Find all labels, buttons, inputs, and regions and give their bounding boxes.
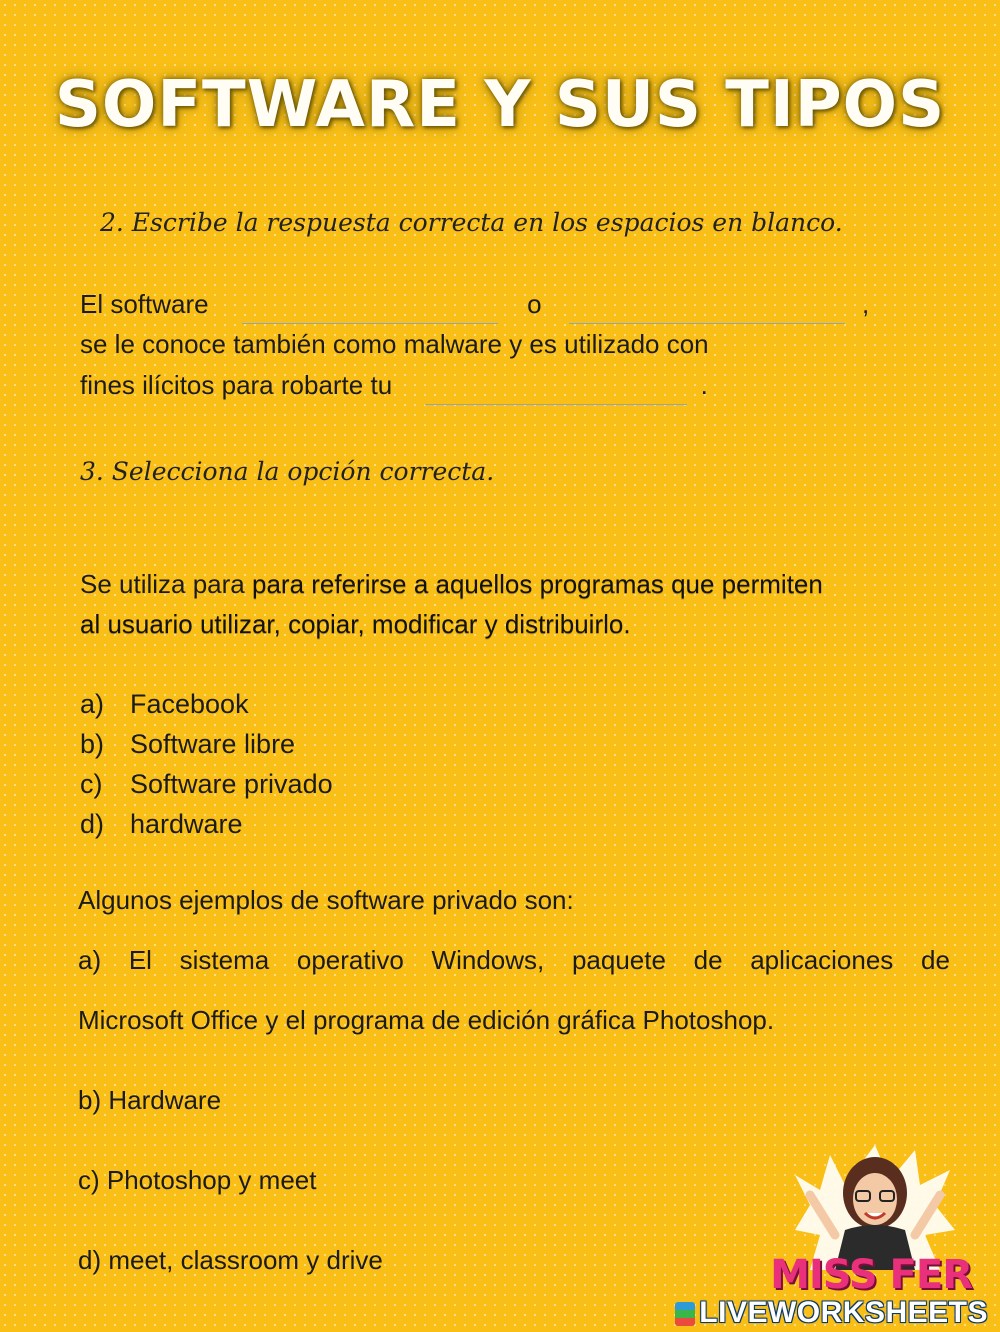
option-letter: d)	[80, 809, 105, 839]
q2-line1-start: El software	[80, 289, 209, 319]
q2-blank-1[interactable]	[242, 291, 498, 324]
q3-stem-line1	[80, 564, 823, 604]
q4-stem: Algunos ejemplos de software privado son:	[78, 885, 574, 915]
q3-stem-bold-1: para referirse a aquellos programas que permiten	[251, 569, 823, 599]
option-text: Software libre	[130, 729, 296, 759]
q2-blank-3[interactable]	[425, 364, 687, 405]
q2-line1	[80, 284, 869, 324]
word: paquete	[571, 945, 666, 975]
word: El	[128, 945, 152, 975]
q4-option-c[interactable]: c) Photoshop y meet	[78, 1165, 317, 1195]
q4-option-b[interactable]: b) Hardware	[78, 1085, 222, 1115]
word: Windows,	[431, 945, 545, 975]
q2-line3-end: .	[700, 370, 708, 400]
option-letter: b)	[80, 729, 105, 759]
word: sistema	[179, 945, 270, 975]
page-title: SOFTWARE Y SUS TIPOS	[54, 68, 946, 142]
q3-stem-plain: Se utiliza para	[80, 569, 252, 599]
liveworksheets-icon	[675, 1302, 695, 1326]
liveworksheets-logo[interactable]	[675, 1296, 988, 1330]
q2-instruction: 2. Escribe la respuesta correcta en los espacios en blanco.	[100, 208, 843, 237]
option-letter: a)	[80, 689, 105, 719]
q2-line2: se le conoce también como malware y es utilizado con	[80, 329, 709, 359]
q2-line3-start: fines ilícitos para robarte tu	[80, 370, 393, 400]
q2-blank-2[interactable]	[569, 291, 845, 324]
q4-option-a-line1	[78, 940, 950, 980]
word: a)	[78, 945, 102, 975]
q2-line1-or: o	[527, 289, 542, 319]
q3-option-d[interactable]	[80, 804, 333, 844]
q3-instruction: 3. Selecciona la opción correcta.	[80, 457, 495, 486]
word: aplicaciones	[750, 945, 894, 975]
q3-option-a[interactable]	[80, 684, 333, 724]
author-logo: MISS FER	[770, 1252, 972, 1298]
q4-option-d[interactable]: d) meet, classroom y drive	[78, 1245, 383, 1275]
q3-option-c[interactable]	[80, 764, 333, 804]
word: de	[921, 945, 950, 975]
q2-line3	[80, 364, 708, 405]
q4-option-a-line2: Microsoft Office y el programa de edición gráfica Photoshop.	[78, 1005, 775, 1035]
option-text: Software privado	[130, 769, 333, 799]
word: operativo	[296, 945, 404, 975]
q3-option-b[interactable]	[80, 724, 333, 764]
option-letter: c)	[80, 769, 103, 799]
q4-option-a[interactable]	[78, 940, 950, 1040]
option-text: hardware	[130, 809, 243, 839]
option-text: Facebook	[130, 689, 249, 719]
q2-line1-end: ,	[862, 289, 870, 319]
q3-stem-bold-2: al usuario utilizar, copiar, modificar y distribuirlo.	[80, 609, 631, 639]
word: de	[693, 945, 723, 975]
liveworksheets-text: LIVEWORKSHEETS	[699, 1296, 988, 1329]
q3-options	[80, 684, 333, 844]
